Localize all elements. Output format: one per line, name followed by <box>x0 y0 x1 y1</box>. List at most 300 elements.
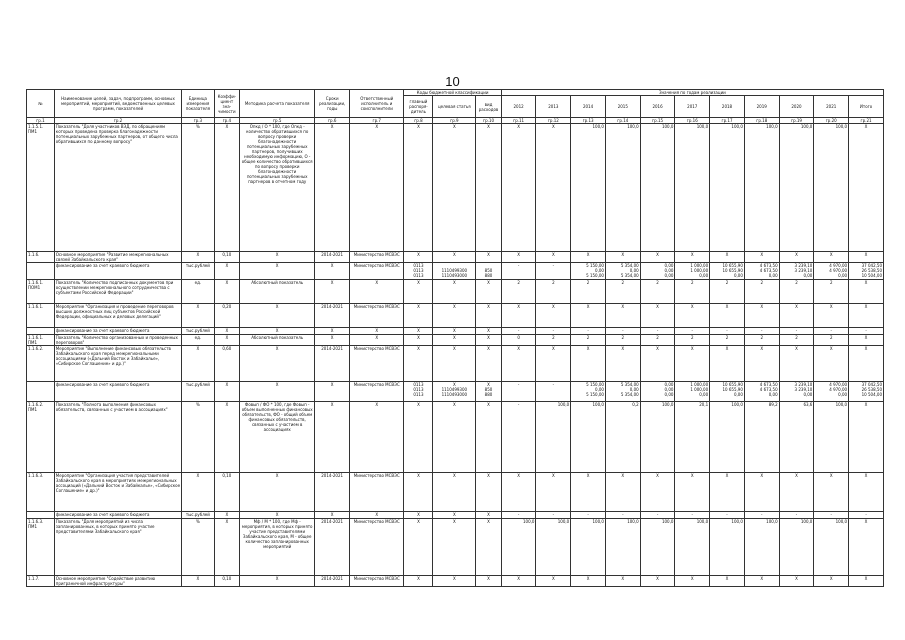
row-year-value: - <box>501 328 536 335</box>
row-year-value: Х <box>849 473 884 512</box>
row-budget-admin: Х <box>404 335 433 346</box>
row-year-value: - <box>536 328 571 335</box>
row-year-value: 37 042,50 26 538,50 10 504,00 <box>849 263 884 280</box>
row-year-value: Х <box>501 252 536 263</box>
row-year-value: Х <box>849 124 884 252</box>
row-year-value: 100,0 <box>779 519 814 576</box>
row-method: Мф / М * 100, где Мф - мероприятия, в которых принято участие представителями Забайкальского края, М - общее количество запланированных мероприятий <box>240 519 315 576</box>
row-budget-admin: Х <box>404 402 433 473</box>
row-budget-article: Х <box>433 252 476 263</box>
row-number: 1.1.7. <box>27 576 55 587</box>
column-number: гр.7 <box>350 118 404 124</box>
row-year-value: - <box>605 512 640 519</box>
header-year-col: 2018 <box>710 96 745 118</box>
table-row <box>27 304 884 328</box>
row-year-value: Х <box>710 346 745 382</box>
table-row <box>27 335 884 346</box>
row-year-value: - <box>849 512 884 519</box>
row-name: Основное мероприятие "Содействие развитию приграничной инфраструктуры" <box>54 576 181 587</box>
row-year-value: - <box>849 328 884 335</box>
row-year-value: Х <box>571 252 606 263</box>
header-name: Наименование целей, задач, подпрограмм, основных мероприятий, мероприятий, ведомственных целевых программ, показателей <box>54 90 181 118</box>
row-year-value: 4 970,00 4 970,00 0,00 <box>814 263 849 280</box>
row-budget-article: Х <box>433 519 476 576</box>
row-coefficient: Х <box>214 335 239 346</box>
row-year-value: 2 <box>536 280 571 304</box>
column-number: гр.18 <box>744 118 779 124</box>
row-term: Х <box>315 402 350 473</box>
row-year-value: Х <box>814 576 849 587</box>
row-year-value: 100,0 <box>501 519 536 576</box>
row-executor: Министерство МСВЭС <box>350 304 404 328</box>
row-method: Х <box>240 512 315 519</box>
row-year-value: 2 <box>779 335 814 346</box>
row-year-value: - <box>710 328 745 335</box>
row-year-value: 100,0 <box>744 124 779 252</box>
column-number: гр.17 <box>710 118 745 124</box>
row-year-value: 4 970,00 4 970,00 0,00 <box>814 382 849 402</box>
row-year-value: 89,2 <box>744 402 779 473</box>
row-year-value: 2 <box>501 280 536 304</box>
row-year-value: Х <box>571 304 606 328</box>
row-name: финансирование за счет краевого бюджета <box>54 512 181 519</box>
row-budget-admin: Х <box>404 124 433 252</box>
row-method: Фовып / ФО * 100, где Фовып - объем выполненных финансовых обязательств, ФО - общий объем финансовых обязательств, связанных с участием в ассоциациях <box>240 402 315 473</box>
header-year-col: 2013 <box>536 96 571 118</box>
row-year-value: Х <box>849 252 884 263</box>
row-year-value: 10 655,90 10 655,90 0,00 <box>710 382 745 402</box>
table-row <box>27 382 884 402</box>
row-name: Мероприятие "Организация участия представителей Забайкальского края в мероприятиях межрегиональных ассоциаций («Дальний Восток и Забайкалье», «Сибирское Соглашение» и др.)" <box>54 473 181 512</box>
header-values-by-year: Значения по годам реализации <box>501 90 883 96</box>
row-budget-expense-type: Х <box>476 402 501 473</box>
row-year-value: 100,0 <box>536 519 571 576</box>
row-budget-expense-type: Х <box>476 252 501 263</box>
row-year-value: Х <box>640 473 675 512</box>
row-budget-admin: Х <box>404 512 433 519</box>
row-budget-admin: Х <box>404 252 433 263</box>
row-budget-admin: Х <box>404 346 433 382</box>
row-number: 1.1.6. <box>27 252 55 263</box>
column-number: гр.8 <box>404 118 433 124</box>
row-budget-article: Х <box>433 328 476 335</box>
column-number: гр.12 <box>536 118 571 124</box>
row-name: Показатель "Доля мероприятий из числа запланированных, в которых принято участие представителями Забайкальского края" <box>54 519 181 576</box>
row-budget-article: Х <box>433 402 476 473</box>
row-number: 1.1.6.3. ПМ1 <box>27 519 55 576</box>
row-year-value: - <box>640 328 675 335</box>
row-year-value: 1 000,00 1 000,00 0,00 <box>675 263 710 280</box>
row-year-value: Х <box>640 304 675 328</box>
row-number: 1.1.6.2. ПМ1 <box>27 402 55 473</box>
row-year-value: Х <box>640 346 675 382</box>
row-budget-article: 1110499300 1110493000 <box>433 263 476 280</box>
row-budget-expense-type: Х <box>476 473 501 512</box>
row-unit: тыс.рублей <box>182 382 214 402</box>
row-name: финансирование за счет краевого бюджета <box>54 328 181 335</box>
row-year-value: - <box>675 512 710 519</box>
row-name: Основное мероприятие "Развитие межрегиональных связей Забайкальского края" <box>54 252 181 263</box>
table-row <box>27 124 884 252</box>
row-coefficient: Х <box>214 382 239 402</box>
row-method: Х <box>240 328 315 335</box>
row-year-value: - <box>501 512 536 519</box>
row-year-value: Х <box>779 346 814 382</box>
row-year-value: Х <box>814 304 849 328</box>
row-year-value: 2 <box>536 335 571 346</box>
row-name: Показатель "Количество организованных и проведенных переговоров" <box>54 335 181 346</box>
row-method: Опкд / О * 100, где Опкд - количество обратившихся по вопросу проверки благонадежности потенциальных зарубежных партнеров, получивших необходимую информацию, О - общее количество обратившихся по вопросу проверки благонадежности потенциальных зарубежных партнеров в отчетном году <box>240 124 315 252</box>
row-name: Показатель "Количество подписанных документов при осуществлении межрегионального сотрудничества с субъектами Российской Федерации" <box>54 280 181 304</box>
row-method: Абсолютный показатель <box>240 280 315 304</box>
header-executor: Ответственный исполнитель и соисполнители <box>350 90 404 118</box>
row-unit: % <box>182 402 214 473</box>
row-coefficient: Х <box>214 519 239 576</box>
row-budget-expense-type: Х 850 880 <box>476 382 501 402</box>
row-coefficient: 0,20 <box>214 304 239 328</box>
row-budget-admin: 0113 0113 0113 <box>404 263 433 280</box>
row-year-value: 2 <box>675 280 710 304</box>
row-name: Показатель "Доля участников ВЭД, по обращениям которых проведена проверка благонадежности потенциальных зарубежных партнеров, от общего числа обратившихся по данному вопросу" <box>54 124 181 252</box>
row-year-value: - <box>605 328 640 335</box>
row-year-value: Х <box>675 252 710 263</box>
row-year-value: Х <box>849 280 884 304</box>
row-executor: Х <box>350 280 404 304</box>
row-year-value: 2 <box>710 335 745 346</box>
row-name: Мероприятие "Выполнение финансовых обязательств Забайкальского края перед межрегиональными ассоциациями («Дальний Восток и Забайкалье», «Сибирское Соглашение» и др.)" <box>54 346 181 382</box>
row-coefficient: Х <box>214 512 239 519</box>
header-budget-code-col: вид расходов <box>476 96 501 118</box>
row-method: Х <box>240 304 315 328</box>
row-year-value: Х <box>814 473 849 512</box>
row-budget-expense-type: Х <box>476 328 501 335</box>
row-year-value: 100,0 <box>814 402 849 473</box>
row-term: Х <box>315 280 350 304</box>
row-year-value: Х <box>710 473 745 512</box>
row-year-value: Х <box>675 304 710 328</box>
row-unit: % <box>182 519 214 576</box>
row-year-value: Х <box>501 576 536 587</box>
row-year-value: 3 239,10 3 239,10 0,00 <box>779 263 814 280</box>
row-budget-article: Х <box>433 335 476 346</box>
row-year-value: Х <box>501 473 536 512</box>
row-unit: тыс.рублей <box>182 328 214 335</box>
row-year-value: - <box>571 328 606 335</box>
row-term: 2014-2021 <box>315 576 350 587</box>
row-term: Х <box>315 263 350 280</box>
table-row <box>27 346 884 382</box>
row-year-value: Х <box>675 346 710 382</box>
row-year-value: 2 <box>779 280 814 304</box>
row-year-value: 5 150,00 0,00 5 150,00 <box>571 382 606 402</box>
row-number <box>27 263 55 280</box>
row-coefficient: Х <box>214 263 239 280</box>
row-executor: Министерство МСВЭС <box>350 252 404 263</box>
row-budget-admin: Х <box>404 576 433 587</box>
header-year-col: 2021 <box>814 96 849 118</box>
row-term: 2014-2021 <box>315 519 350 576</box>
row-budget-expense-type: Х <box>476 512 501 519</box>
row-year-value: 0 <box>501 335 536 346</box>
row-year-value: Х <box>744 576 779 587</box>
row-year-value: 2 <box>710 280 745 304</box>
row-number: 1.1.6.2. <box>27 346 55 382</box>
row-term: 2014-2021 <box>315 304 350 328</box>
header-unit: Единица измерения показателя <box>182 90 214 118</box>
column-number: гр.10 <box>476 118 501 124</box>
row-budget-article: Х <box>433 473 476 512</box>
row-year-value: 100,0 <box>710 519 745 576</box>
row-year-value: Х <box>605 576 640 587</box>
row-term: Х <box>315 512 350 519</box>
header-budget-codes: Коды бюджетной классификации <box>404 90 501 96</box>
table-row <box>27 263 884 280</box>
row-year-value: Х <box>744 304 779 328</box>
row-unit: % <box>182 124 214 252</box>
row-year-value: Х <box>536 346 571 382</box>
row-method: Х <box>240 473 315 512</box>
row-year-value: 100,0 <box>605 124 640 252</box>
header-year-col: 2012 <box>501 96 536 118</box>
row-budget-admin: Х <box>404 328 433 335</box>
row-executor: Министерство МСВЭС <box>350 263 404 280</box>
table-header <box>27 90 884 124</box>
row-year-value: 2 <box>640 280 675 304</box>
row-method: Х <box>240 252 315 263</box>
row-year-value: Х <box>536 304 571 328</box>
row-year-value: 100,0 <box>571 402 606 473</box>
row-budget-admin: Х <box>404 473 433 512</box>
row-year-value: Х <box>605 304 640 328</box>
row-number <box>27 328 55 335</box>
row-year-value: Х <box>849 402 884 473</box>
row-budget-article: Х <box>433 512 476 519</box>
row-year-value: 63,6 <box>779 402 814 473</box>
table-row <box>27 402 884 473</box>
row-unit: ед. <box>182 280 214 304</box>
row-year-value: Х <box>571 473 606 512</box>
row-year-value: Х <box>849 519 884 576</box>
row-year-value: - <box>536 263 571 280</box>
row-unit: тыс.рублей <box>182 512 214 519</box>
row-year-value: 4 673,50 4 673,50 0,00 <box>744 382 779 402</box>
table-row <box>27 252 884 263</box>
row-year-value: Х <box>779 304 814 328</box>
row-year-value: Х <box>779 473 814 512</box>
row-year-value: 4 673,50 4 673,50 0,00 <box>744 263 779 280</box>
page-number: 10 <box>445 74 460 89</box>
row-budget-admin: Х <box>404 280 433 304</box>
row-coefficient: 0,60 <box>214 346 239 382</box>
header-year-col: 2020 <box>779 96 814 118</box>
header-no: № <box>27 90 55 118</box>
header-year-col: 2014 <box>571 96 606 118</box>
row-year-value: 2 <box>571 280 606 304</box>
row-year-value: 100,0 <box>814 519 849 576</box>
row-year-value: - <box>744 328 779 335</box>
row-year-value: Х <box>640 576 675 587</box>
row-unit: Х <box>182 304 214 328</box>
row-unit: Х <box>182 346 214 382</box>
row-budget-expense-type: Х <box>476 576 501 587</box>
column-number: гр.21 <box>849 118 884 124</box>
row-year-value: 100,0 <box>814 124 849 252</box>
row-year-value: 100,0 <box>710 402 745 473</box>
row-year-value: Х <box>779 252 814 263</box>
row-year-value: 100,0 <box>605 519 640 576</box>
row-coefficient: 0,10 <box>214 252 239 263</box>
row-year-value: Х <box>536 124 571 252</box>
row-budget-admin: Х <box>404 519 433 576</box>
row-term: Х <box>315 124 350 252</box>
row-year-value: Х <box>744 252 779 263</box>
row-budget-expense-type: Х <box>476 304 501 328</box>
row-unit: Х <box>182 473 214 512</box>
row-year-value: Х <box>501 346 536 382</box>
row-budget-admin: 0113 0113 0113 <box>404 382 433 402</box>
row-method: Х <box>240 346 315 382</box>
row-year-value: - <box>744 512 779 519</box>
row-method: Х <box>240 576 315 587</box>
row-number: 1.1.6.1. <box>27 304 55 328</box>
row-year-value: Х <box>605 252 640 263</box>
row-year-value: 5 354,00 0,00 5 354,00 <box>605 263 640 280</box>
row-year-value: Х <box>675 473 710 512</box>
row-year-value: Х <box>779 576 814 587</box>
row-coefficient: 0,10 <box>214 576 239 587</box>
column-number: гр.1 <box>27 118 55 124</box>
row-budget-article: Х 1110499300 1110493000 <box>433 382 476 402</box>
row-year-value: 0,2 <box>605 402 640 473</box>
row-year-value: Х <box>710 304 745 328</box>
row-year-value: 100,0 <box>779 124 814 252</box>
row-year-value: 0,00 0,00 0,00 <box>640 382 675 402</box>
row-executor: Х <box>350 335 404 346</box>
header-method: Методика расчета показателя <box>240 90 315 118</box>
row-coefficient: Х <box>214 124 239 252</box>
row-year-value: - <box>675 328 710 335</box>
row-year-value: 3 239,10 3 239,10 0,00 <box>779 382 814 402</box>
row-executor: Х <box>350 124 404 252</box>
row-budget-article: Х <box>433 346 476 382</box>
row-budget-expense-type: 850 880 <box>476 263 501 280</box>
row-year-value: - <box>501 382 536 402</box>
row-year-value: 100,0 <box>640 402 675 473</box>
row-year-value: 2 <box>571 335 606 346</box>
row-year-value: 100,0 <box>675 124 710 252</box>
header-year-col: 2016 <box>640 96 675 118</box>
column-number: гр.11 <box>501 118 536 124</box>
row-year-value: Х <box>501 124 536 252</box>
row-year-value: 2 <box>744 280 779 304</box>
row-number: 1.1.6.3. <box>27 473 55 512</box>
row-method: Х <box>240 382 315 402</box>
row-executor: Министерство МСВЭС <box>350 473 404 512</box>
row-year-value: Х <box>571 346 606 382</box>
row-executor: Министерство МСВЭС <box>350 382 404 402</box>
table-row <box>27 280 884 304</box>
header-year-col: Итого <box>849 96 884 118</box>
row-year-value: - <box>814 328 849 335</box>
row-year-value: 100,0 <box>744 519 779 576</box>
row-number: 1.1.6.1. ПОМ1 <box>27 280 55 304</box>
row-year-value: 100,0 <box>640 124 675 252</box>
row-name: Показатель "Полнота выполнения финансовых обязательств, связанных с участием в ассоциациях" <box>54 402 181 473</box>
row-year-value: - <box>779 328 814 335</box>
row-year-value: Х <box>710 576 745 587</box>
row-budget-admin: Х <box>404 304 433 328</box>
row-number <box>27 382 55 402</box>
column-number: гр.19 <box>779 118 814 124</box>
row-year-value: Х <box>605 473 640 512</box>
row-year-value: - <box>814 512 849 519</box>
row-term: 2014-2021 <box>315 346 350 382</box>
row-budget-article: Х <box>433 280 476 304</box>
header-term: Сроки реализации, годы <box>315 90 350 118</box>
row-year-value: 100,0 <box>675 519 710 576</box>
column-number: гр.16 <box>675 118 710 124</box>
row-year-value: 100,0 <box>640 519 675 576</box>
row-year-value: Х <box>536 473 571 512</box>
row-year-value: 2 <box>640 335 675 346</box>
row-budget-article: Х <box>433 124 476 252</box>
row-coefficient: Х <box>214 328 239 335</box>
row-executor: Х <box>350 328 404 335</box>
row-year-value: 2 <box>675 335 710 346</box>
header-coefficient: Коэффи-циент зна-чимости <box>214 90 239 118</box>
table-row <box>27 328 884 335</box>
table-body <box>27 124 884 587</box>
row-year-value: - <box>779 512 814 519</box>
program-indicators-table <box>26 89 884 587</box>
row-term: 2014-2021 <box>315 473 350 512</box>
row-unit: ед. <box>182 335 214 346</box>
column-number: гр.15 <box>640 118 675 124</box>
row-coefficient: 0,10 <box>214 473 239 512</box>
column-number: гр.5 <box>240 118 315 124</box>
column-number: гр.13 <box>571 118 606 124</box>
row-term: Х <box>315 335 350 346</box>
row-budget-article: Х <box>433 576 476 587</box>
row-executor: Х <box>350 402 404 473</box>
row-year-value: - <box>571 512 606 519</box>
row-term: 2014-2021 <box>315 252 350 263</box>
column-number: гр.9 <box>433 118 476 124</box>
column-number: гр.20 <box>814 118 849 124</box>
row-executor: Министерство МСВЭС <box>350 346 404 382</box>
row-unit: Х <box>182 252 214 263</box>
row-executor: Министерство МСВЭС <box>350 576 404 587</box>
row-year-value: Х <box>571 576 606 587</box>
row-year-value: Х <box>814 346 849 382</box>
row-budget-expense-type: Х <box>476 519 501 576</box>
row-budget-expense-type: Х <box>476 280 501 304</box>
row-year-value: 2 <box>605 335 640 346</box>
table-row <box>27 512 884 519</box>
row-unit: тыс.рублей <box>182 263 214 280</box>
row-year-value: 5 150,00 0,00 5 150,00 <box>571 263 606 280</box>
table-row <box>27 473 884 512</box>
row-year-value: Х <box>814 252 849 263</box>
row-year-value: Х <box>675 576 710 587</box>
row-year-value: - <box>501 402 536 473</box>
row-budget-expense-type: Х <box>476 124 501 252</box>
row-budget-expense-type: Х <box>476 335 501 346</box>
row-name: финансирование за счет краевого бюджета <box>54 382 181 402</box>
row-year-value: Х <box>605 346 640 382</box>
row-method: Абсолютный показатель <box>240 335 315 346</box>
row-number <box>27 512 55 519</box>
